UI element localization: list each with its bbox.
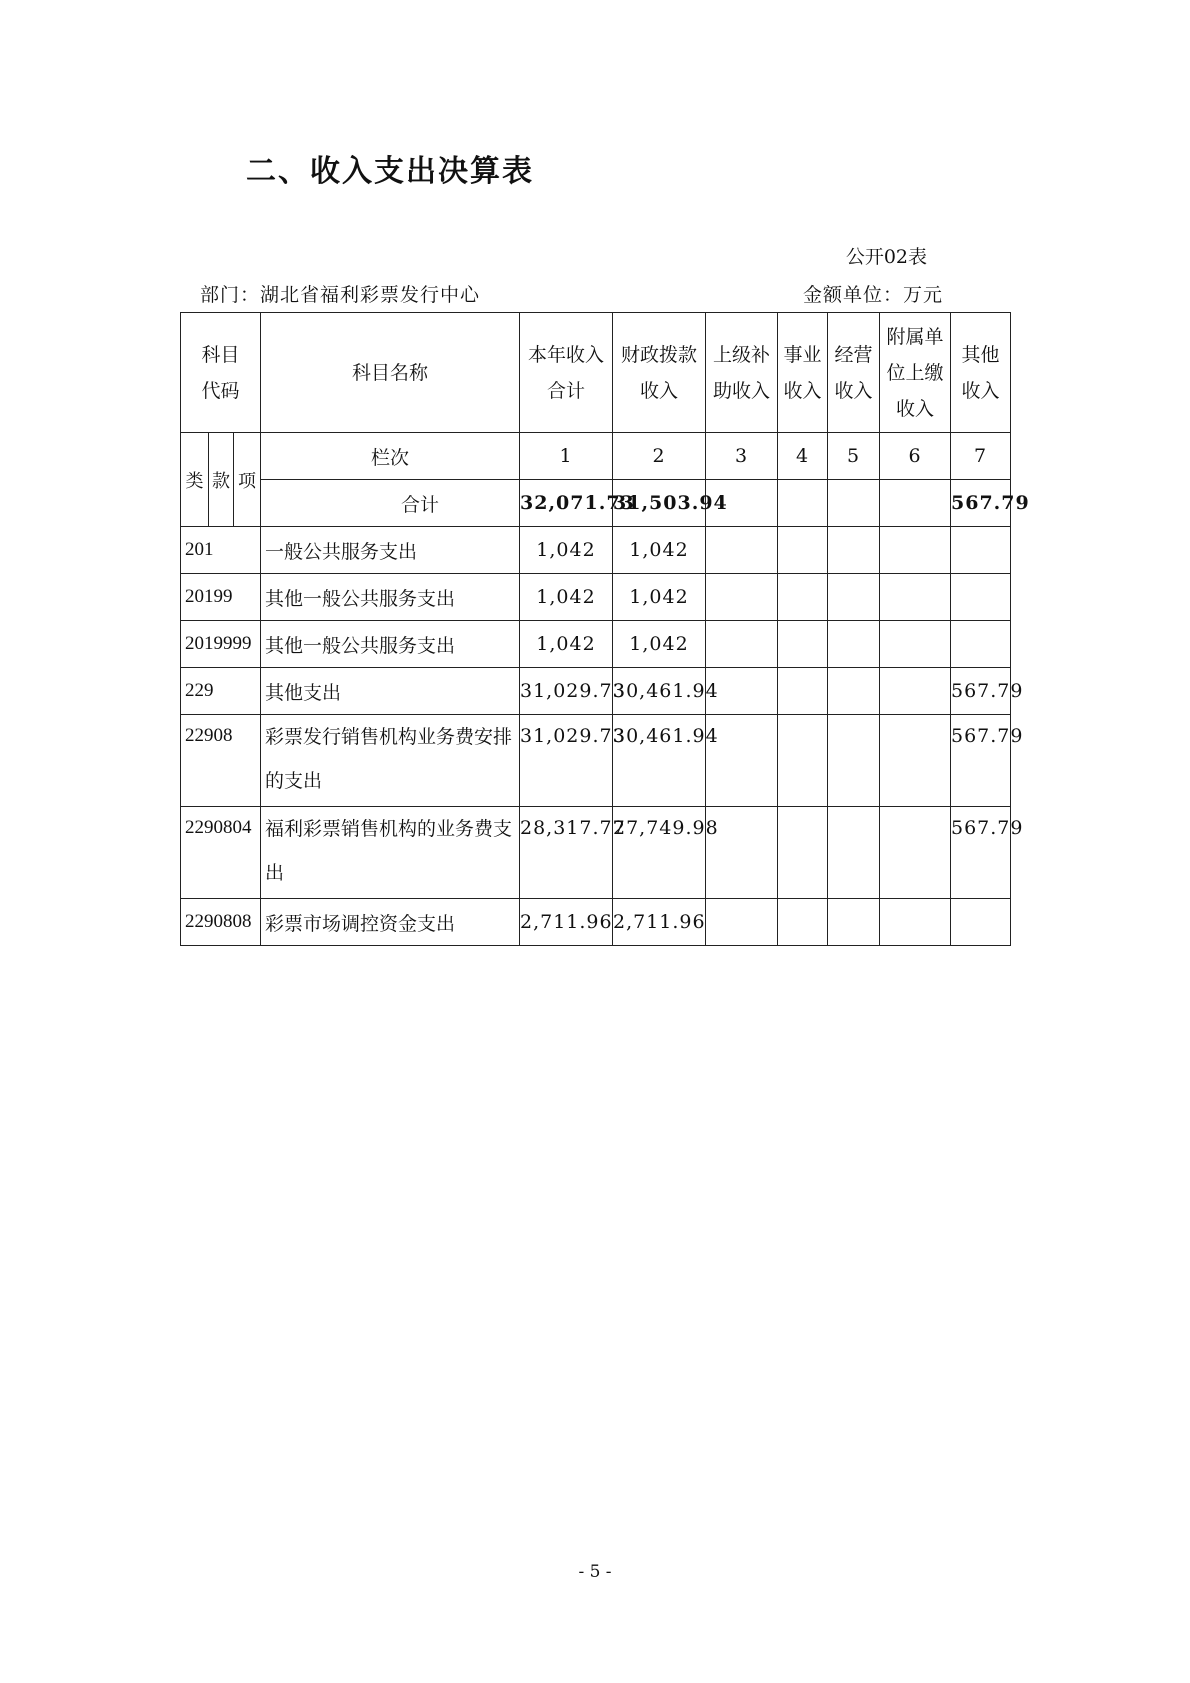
department-label: 部门：湖北省福利彩票发行中心 — [200, 284, 481, 306]
row-code: 201 — [181, 527, 261, 574]
row-name: 其他一般公共服务支出 — [261, 621, 520, 668]
row-code: 22908 — [181, 715, 261, 807]
row-other — [951, 574, 1011, 621]
row-fiscal: 1,042 — [613, 527, 706, 574]
header-operating: 经营收入 — [828, 313, 880, 433]
header-kuan: 款 — [209, 433, 234, 527]
header-name: 科目名称 — [261, 313, 520, 433]
table-row — [181, 668, 1011, 715]
row-other — [951, 899, 1011, 946]
row-total: 2,711.96 — [520, 899, 613, 946]
row-total: 1,042 — [520, 527, 613, 574]
row-fiscal: 1,042 — [613, 574, 706, 621]
row-code: 2290804 — [181, 807, 261, 899]
table-row — [181, 574, 1011, 621]
header-superior: 上级补助收入 — [706, 313, 778, 433]
row-fiscal: 2,711.96 — [613, 899, 706, 946]
header-row — [181, 313, 1011, 433]
row-other: 567.79 — [951, 807, 1011, 899]
form-number: 公开02表 — [845, 246, 927, 268]
col-index-2: 2 — [613, 433, 706, 480]
row-name: 一般公共服务支出 — [261, 527, 520, 574]
header-total: 本年收入合计 — [520, 313, 613, 433]
income-expenditure-table — [180, 312, 1030, 946]
col-index-5: 5 — [828, 433, 880, 480]
row-other: 567.79 — [951, 715, 1011, 807]
header-affiliated: 附属单位上缴收入 — [880, 313, 951, 433]
col-index-3: 3 — [706, 433, 778, 480]
col-index-4: 4 — [778, 433, 828, 480]
row-total: 31,029.73 — [520, 715, 613, 807]
row-fiscal: 30,461.94 — [613, 715, 706, 807]
col-index-1: 1 — [520, 433, 613, 480]
table-row — [181, 899, 1011, 946]
row-other — [951, 527, 1011, 574]
col-index-7: 7 — [951, 433, 1011, 480]
row-name: 其他支出 — [261, 668, 520, 715]
row-fiscal: 27,749.98 — [613, 807, 706, 899]
row-name: 彩票发行销售机构业务费安排的支出 — [261, 715, 520, 807]
row-fiscal: 30,461.94 — [613, 668, 706, 715]
total-other: 567.79 — [951, 480, 1011, 527]
total-label: 合计 — [261, 480, 520, 527]
header-lanci: 栏次 — [261, 433, 520, 480]
row-total: 1,042 — [520, 574, 613, 621]
row-code: 2290808 — [181, 899, 261, 946]
header-other: 其他收入 — [951, 313, 1011, 433]
header-business: 事业收入 — [778, 313, 828, 433]
amount-unit-label: 金额单位：万元 — [802, 284, 943, 306]
table-row — [181, 621, 1011, 668]
total-total: 32,071.73 — [520, 480, 613, 527]
total-fiscal: 31,503.94 — [613, 480, 706, 527]
header-code: 科目代码 — [181, 313, 261, 433]
row-code: 2019999 — [181, 621, 261, 668]
row-name: 其他一般公共服务支出 — [261, 574, 520, 621]
table-row — [181, 527, 1011, 574]
row-code: 20199 — [181, 574, 261, 621]
row-total: 28,317.77 — [520, 807, 613, 899]
row-name: 彩票市场调控资金支出 — [261, 899, 520, 946]
row-code: 229 — [181, 668, 261, 715]
total-row — [181, 480, 1011, 527]
row-total: 31,029.73 — [520, 668, 613, 715]
header-lei: 类 — [181, 433, 209, 527]
page-title: 二、收入支出决算表 — [246, 154, 534, 189]
table-row — [181, 807, 1011, 899]
row-total: 1,042 — [520, 621, 613, 668]
col-index-6: 6 — [880, 433, 951, 480]
row-name: 福利彩票销售机构的业务费支出 — [261, 807, 520, 899]
page-number: - 5 - — [578, 1562, 612, 1582]
header-xiang: 项 — [234, 433, 261, 527]
row-other — [951, 621, 1011, 668]
row-fiscal: 1,042 — [613, 621, 706, 668]
table-row — [181, 715, 1011, 807]
header-fiscal: 财政拨款收入 — [613, 313, 706, 433]
row-other: 567.79 — [951, 668, 1011, 715]
column-index-row — [181, 433, 1011, 480]
